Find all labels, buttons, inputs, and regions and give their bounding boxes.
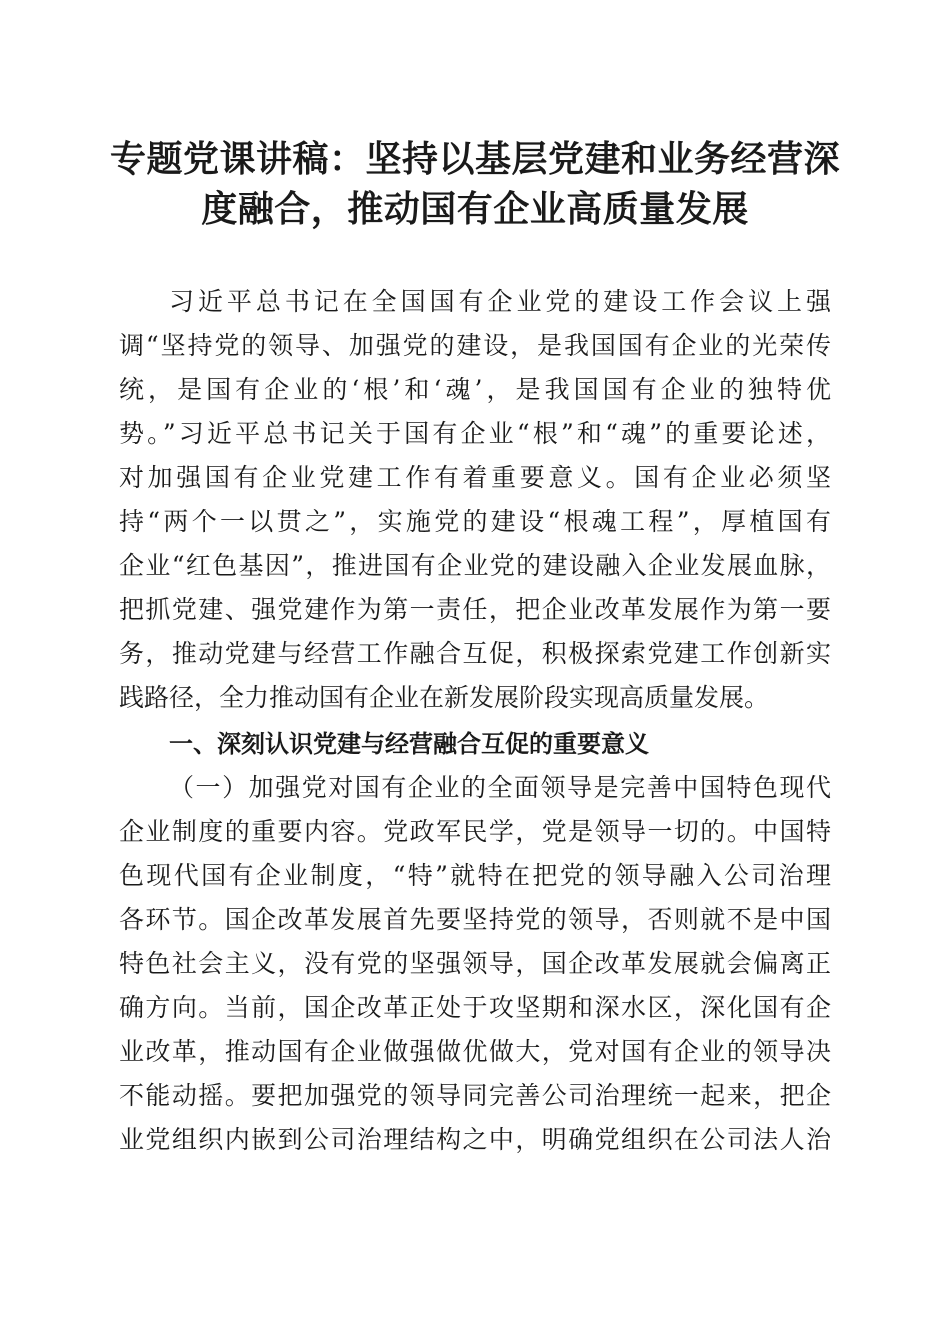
section-line: 业党组织内嵌到公司治理结构之中，明确党组织在公司法人治 xyxy=(119,1125,831,1154)
intro-line: 统，是国有企业的‘根’和‘魂’，是我国国有企业的独特优 xyxy=(119,375,831,404)
section-line: 色现代国有企业制度，“特”就特在把党的领导融入公司治理 xyxy=(119,861,831,890)
intro-line: 持“两个一以贯之”，实施党的建设“根魂工程”，厚植国有 xyxy=(119,507,831,536)
intro-line: 调“坚持党的领导、加强党的建设，是我国国有企业的光荣传 xyxy=(119,331,831,360)
intro-line: 势。”习近平总书记关于国有企业“根”和“魂”的重要论述， xyxy=(119,419,831,448)
title-line-1: 专题党课讲稿：坚持以基层党建和业务经营深 xyxy=(109,138,840,180)
section-line: 特色社会主义，没有党的坚强领导，国企改革发展就会偏离正 xyxy=(119,949,831,978)
title-line-2: 度融合，推动国有企业高质量发展 xyxy=(201,188,749,230)
intro-line: 习近平总书记在全国国有企业党的建设工作会议上强 xyxy=(169,287,831,316)
section-line: 各环节。国企改革发展首先要坚持党的领导，否则就不是中国 xyxy=(119,905,831,934)
section-heading: 一、深刻认识党建与经营融合互促的重要意义 xyxy=(169,730,649,758)
document-title xyxy=(100,134,850,234)
section-line: 确方向。当前，国企改革正处于攻坚期和深水区，深化国有企 xyxy=(119,993,831,1022)
section-line: 企业制度的重要内容。党政军民学，党是领导一切的。中国特 xyxy=(119,817,831,846)
intro-line: 务，推动党建与经营工作融合互促，积极探索党建工作创新实 xyxy=(119,639,831,668)
intro-line: 把抓党建、强党建作为第一责任，把企业改革发展作为第一要 xyxy=(119,595,831,624)
intro-line: 对加强国有企业党建工作有着重要意义。国有企业必须坚 xyxy=(119,463,831,492)
section-line: （一）加强党对国有企业的全面领导是完善中国特色现代 xyxy=(169,773,831,802)
intro-line: 企业“红色基因”，推进国有企业党的建设融入企业发展血脉， xyxy=(119,551,831,580)
section-line: 业改革，推动国有企业做强做优做大，党对国有企业的领导决 xyxy=(119,1037,831,1066)
section-line: 不能动摇。要把加强党的领导同完善公司治理统一起来，把企 xyxy=(119,1081,831,1110)
intro-line: 践路径，全力推动国有企业在新发展阶段实现高质量发展。 xyxy=(119,683,770,712)
